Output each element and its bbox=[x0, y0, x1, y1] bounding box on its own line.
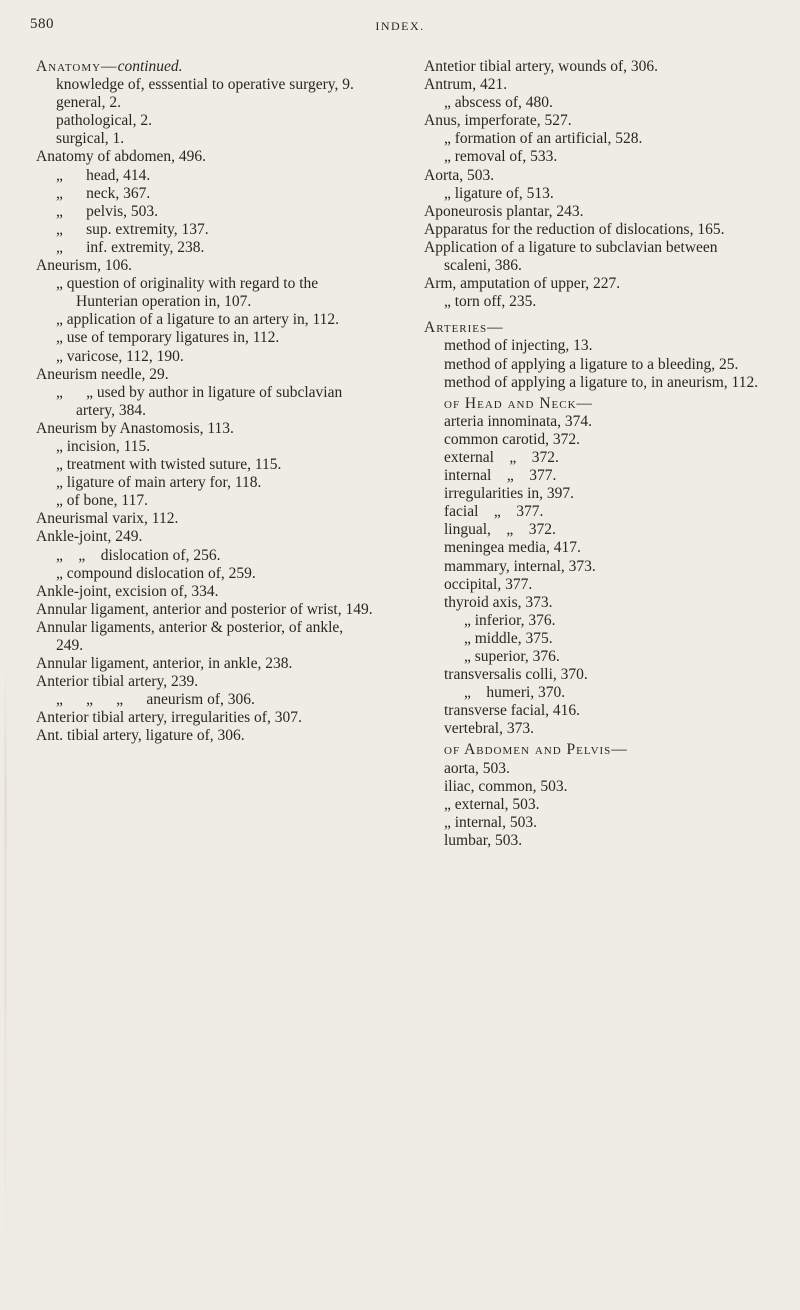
index-entry-text: Anatomy of abdomen, 496. bbox=[36, 148, 207, 166]
index-entry-text: „ external, 503. bbox=[444, 795, 540, 813]
index-subentry bbox=[444, 185, 764, 203]
index-entry-text: lingual, „ 372. bbox=[444, 521, 556, 539]
index-entry-text: „ ligature of, 513. bbox=[444, 184, 554, 202]
index-subentry bbox=[56, 275, 374, 311]
index-entry-text: vertebral, 373. bbox=[444, 720, 534, 738]
index-entry-text: Arm, amputation of upper, 227. bbox=[424, 275, 621, 293]
index-entry-text: „ „ dislocation of, 256. bbox=[56, 546, 221, 564]
index-entry-text: iliac, common, 503. bbox=[444, 777, 568, 795]
index-subentry bbox=[56, 311, 374, 329]
index-entry-text: „ neck, 367. bbox=[56, 184, 151, 202]
index-subentry bbox=[56, 112, 374, 130]
index-entry-text: method of applying a ligature to, in aneurism, 112. bbox=[444, 373, 759, 391]
index-entry-text: Anterior tibial artery, irregularities of, 307. bbox=[36, 709, 302, 727]
index-entry bbox=[424, 58, 764, 76]
index-entry-text: Aneurism needle, 29. bbox=[36, 365, 169, 383]
index-entry-text: common carotid, 372. bbox=[444, 430, 581, 448]
index-entry bbox=[36, 420, 374, 438]
index-entry-text: Annular ligaments, anterior & posterior, of ankle, 249. bbox=[36, 618, 348, 654]
index-subentry bbox=[56, 474, 374, 492]
index-entry-text: Aponeurosis plantar, 243. bbox=[424, 202, 584, 220]
index-entry bbox=[36, 727, 374, 745]
index-entry-text: „ internal, 503. bbox=[444, 813, 537, 831]
index-subentry bbox=[464, 612, 764, 630]
index-entry bbox=[424, 167, 764, 185]
index-entry bbox=[424, 203, 764, 221]
index-entry-text: „ abscess of, 480. bbox=[444, 94, 553, 112]
index-entry bbox=[36, 366, 374, 384]
index-entry-text: Annular ligament, anterior and posterior of wrist, 149. bbox=[36, 600, 373, 618]
index-entry-text: Antetior tibial artery, wounds of, 306. bbox=[424, 58, 659, 75]
index-entry-text: „ use of temporary ligatures in, 112. bbox=[56, 329, 280, 347]
index-entry-text: „ ligature of main artery for, 118. bbox=[56, 474, 262, 492]
index-heading-text: Anatomy— bbox=[36, 58, 118, 75]
index-entry bbox=[36, 528, 374, 546]
index-subentry bbox=[56, 130, 374, 148]
index-subentry bbox=[444, 720, 764, 738]
index-subentry bbox=[444, 760, 764, 778]
index-entry-text: „ head, 414. bbox=[56, 166, 151, 184]
index-entry-text: internal „ 377. bbox=[444, 467, 557, 485]
index-subentry bbox=[444, 814, 764, 832]
index-subentry bbox=[56, 565, 374, 583]
index-subentry bbox=[444, 374, 764, 392]
index-entry-text: „ application of a ligature to an artery in, 112. bbox=[56, 311, 340, 329]
index-column-right bbox=[424, 58, 764, 850]
index-entry-text: Aorta, 503. bbox=[424, 166, 495, 184]
index-section-heading: of Head and Neck— bbox=[444, 394, 594, 412]
index-entry-text: „ compound dislocation of, 259. bbox=[56, 564, 256, 582]
index-entry-text: transverse facial, 416. bbox=[444, 702, 580, 720]
index-entry-text: Aneurismal varix, 112. bbox=[36, 510, 179, 528]
index-entry bbox=[36, 709, 374, 727]
index-entry bbox=[36, 655, 374, 673]
index-entry-text: „ middle, 375. bbox=[464, 629, 553, 647]
index-entry bbox=[36, 510, 374, 528]
index-subentry bbox=[444, 94, 764, 112]
index-entry-text: transversalis colli, 370. bbox=[444, 666, 588, 684]
index-entry bbox=[36, 673, 374, 691]
index-entry-text: „ „ „ aneurism of, 306. bbox=[56, 691, 255, 709]
index-entry-text: „ removal of, 533. bbox=[444, 148, 558, 166]
index-entry-text: „ inferior, 376. bbox=[464, 611, 556, 629]
index-entry-text: external „ 372. bbox=[444, 448, 559, 466]
index-subentry bbox=[56, 547, 374, 565]
index-section-heading: of Abdomen and Pelvis— bbox=[444, 741, 628, 759]
index-subentry bbox=[444, 558, 764, 576]
index-subentry bbox=[444, 576, 764, 594]
index-column-left bbox=[36, 58, 374, 746]
index-subentry bbox=[444, 431, 764, 449]
index-entry-text: „ of bone, 117. bbox=[56, 492, 148, 510]
index-entry-text: Ant. tibial artery, ligature of, 306. bbox=[36, 727, 245, 745]
page-header bbox=[30, 16, 770, 38]
index-entry-text: „ formation of an artificial, 528. bbox=[444, 130, 643, 148]
index-entry-text: aorta, 503. bbox=[444, 759, 510, 777]
index-entry bbox=[424, 112, 764, 130]
index-subentry bbox=[56, 384, 374, 420]
index-subentry bbox=[444, 130, 764, 148]
index-entry bbox=[36, 583, 374, 601]
index-subentry bbox=[444, 449, 764, 467]
index-subentry bbox=[56, 167, 374, 185]
index-entry bbox=[36, 148, 374, 166]
index-entry-text: Ankle-joint, excision of, 334. bbox=[36, 582, 219, 600]
index-entry-text: „ torn off, 235. bbox=[444, 293, 537, 311]
index-subentry bbox=[444, 148, 764, 166]
index-subentry bbox=[56, 221, 374, 239]
index-subentry bbox=[56, 185, 374, 203]
index-entry-text: facial „ 377. bbox=[444, 503, 544, 521]
index-entry-text: irregularities in, 397. bbox=[444, 485, 574, 503]
index-subentry bbox=[444, 666, 764, 684]
index-subentry bbox=[56, 492, 374, 510]
index-entry-text: mammary, internal, 373. bbox=[444, 557, 596, 575]
index-subentry bbox=[464, 648, 764, 666]
index-subentry bbox=[444, 594, 764, 612]
index-subentry bbox=[444, 539, 764, 557]
index-entry-text: general, 2. bbox=[56, 94, 121, 112]
index-entry-text: „ varicose, 112, 190. bbox=[56, 347, 184, 365]
index-subentry bbox=[56, 691, 374, 709]
index-entry-text: „ sup. extremity, 137. bbox=[56, 220, 209, 238]
page-number: 580 bbox=[30, 16, 54, 32]
index-entry-text: surgical, 1. bbox=[56, 130, 125, 148]
index-subentry bbox=[444, 485, 764, 503]
index-entry bbox=[36, 601, 374, 619]
index-entry-text: Aneurism, 106. bbox=[36, 257, 133, 275]
index-entry-text: „ humeri, 370. bbox=[464, 684, 566, 702]
index-subentry bbox=[444, 796, 764, 814]
index-subentry bbox=[444, 413, 764, 431]
index-subentry bbox=[444, 337, 764, 355]
index-main-heading bbox=[36, 58, 374, 76]
index-entry-text: thyroid axis, 373. bbox=[444, 593, 553, 611]
index-entry-text: Aneurism by Anastomosis, 113. bbox=[36, 419, 234, 437]
index-subentry bbox=[464, 630, 764, 648]
index-entry-text: „ incision, 115. bbox=[56, 437, 151, 455]
index-entry-text: „ inf. extremity, 238. bbox=[56, 238, 205, 256]
index-entry-text: arteria innominata, 374. bbox=[444, 412, 593, 430]
index-subentry bbox=[56, 203, 374, 221]
index-entry-text: method of applying a ligature to a bleeding, 25. bbox=[444, 355, 739, 373]
index-entry bbox=[424, 275, 764, 293]
index-entry-text: „ „ used by author in ligature of subclavian artery, 384. bbox=[56, 383, 347, 419]
index-subentry bbox=[56, 329, 374, 347]
page-edge-shadow bbox=[4, 660, 7, 1280]
index-entry-text: pathological, 2. bbox=[56, 112, 152, 130]
index-subentry bbox=[56, 348, 374, 366]
index-entry bbox=[36, 257, 374, 275]
index-subentry bbox=[444, 293, 764, 311]
index-entry-text: meningea media, 417. bbox=[444, 539, 581, 557]
index-entry-text: Anus, imperforate, 527. bbox=[424, 112, 572, 130]
index-entry bbox=[424, 76, 764, 94]
index-main-heading bbox=[424, 319, 764, 337]
index-entry-text: „ treatment with twisted suture, 115. bbox=[56, 456, 282, 474]
index-entry-text: knowledge of, esssential to operative surgery, 9. bbox=[56, 76, 354, 94]
index-subentry bbox=[56, 438, 374, 456]
index-subentry bbox=[444, 467, 764, 485]
index-subentry bbox=[444, 778, 764, 796]
index-entry-text: „ pelvis, 503. bbox=[56, 202, 159, 220]
index-entry-text: Annular ligament, anterior, in ankle, 238. bbox=[36, 655, 293, 673]
index-subentry bbox=[444, 702, 764, 720]
index-subentry bbox=[444, 521, 764, 539]
index-entry-text: Application of a ligature to subclavian between scaleni, 386. bbox=[424, 238, 722, 275]
index-entry-text: method of injecting, 13. bbox=[444, 337, 593, 355]
index-entry-text: Apparatus for the reduction of dislocations, 165. bbox=[424, 220, 725, 238]
index-entry-text: occipital, 377. bbox=[444, 575, 533, 593]
index-entry-text: „ superior, 376. bbox=[464, 648, 560, 665]
index-entry-text: Ankle-joint, 249. bbox=[36, 528, 143, 546]
index-entry-text: lumbar, 503. bbox=[444, 831, 523, 849]
index-entry-text: „ question of originality with regard to the Hunterian operation in, 107. bbox=[56, 275, 323, 311]
index-entry-text: Anterior tibial artery, 239. bbox=[36, 673, 199, 691]
index-subentry bbox=[56, 76, 374, 94]
index-subentry bbox=[56, 239, 374, 257]
index-heading-text: Arteries— bbox=[424, 319, 504, 337]
index-subentry bbox=[444, 503, 764, 521]
running-head: INDEX. bbox=[375, 19, 425, 33]
index-entry bbox=[424, 239, 764, 275]
index-entry bbox=[36, 619, 374, 655]
index-heading-continued: continued. bbox=[117, 58, 183, 75]
index-entry bbox=[424, 221, 764, 239]
index-subentry bbox=[464, 684, 764, 702]
index-subentry bbox=[444, 356, 764, 374]
index-entry-text: Antrum, 421. bbox=[424, 76, 508, 94]
index-subentry bbox=[56, 94, 374, 112]
index-subentry bbox=[56, 456, 374, 474]
index-subentry bbox=[444, 832, 764, 850]
